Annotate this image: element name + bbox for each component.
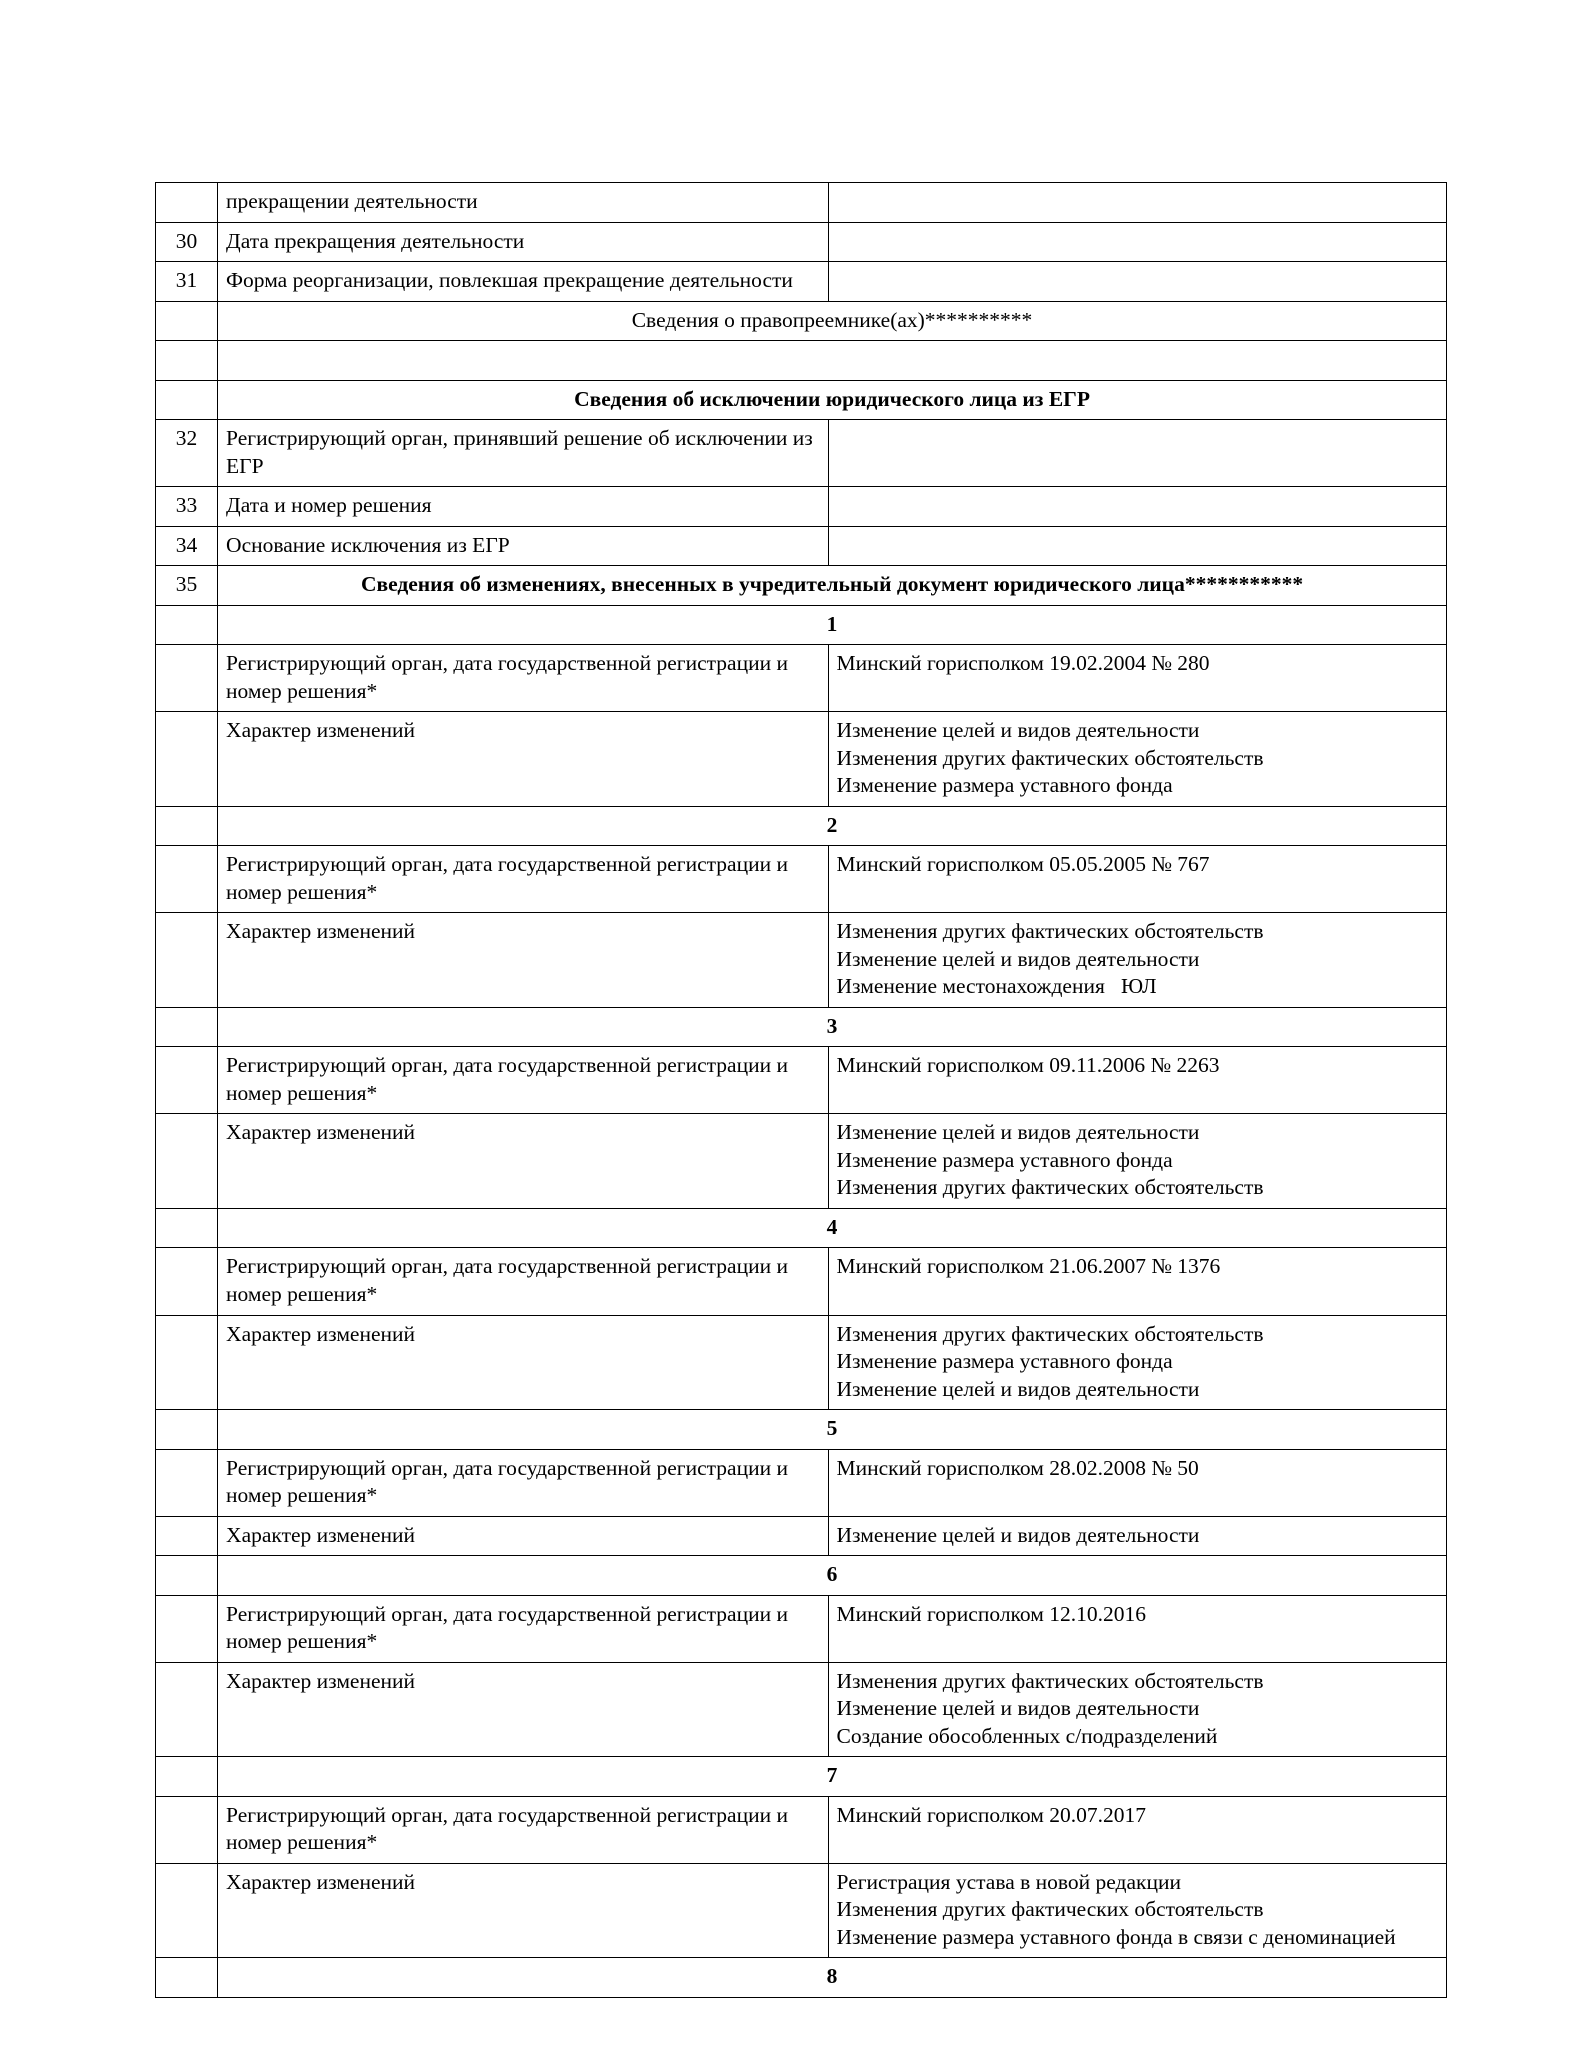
section-heading: Сведения об исключении юридического лица из ЕГР [218,380,1447,420]
row-label-cell: Регистрирующий орган, принявший решение об исключении из ЕГР [218,420,828,487]
row-value-cell [828,913,1446,1008]
value-line: Изменения других фактических обстоятельств [836,1175,1264,1200]
row-label-cell: Характер изменений [218,913,828,1008]
row-number-cell [156,712,218,807]
value-line: Изменения других фактических обстоятельств [836,745,1264,770]
row-label-cell: Дата прекращения деятельности [218,222,828,262]
row-value-cell [828,712,1446,807]
value-line: Изменения других фактических обстоятельств [836,1897,1264,1922]
value-line: Регистрация устава в новой редакции [836,1869,1181,1894]
row-number-cell [156,301,218,341]
row-value-cell [828,487,1446,527]
row-number-cell [156,1114,218,1209]
row-number-cell [156,645,218,712]
table-row [156,1047,1447,1114]
row-number-cell [156,605,218,645]
table-row [156,1757,1447,1797]
table-row [156,1796,1447,1863]
table-row [156,1315,1447,1410]
row-number-cell [156,1556,218,1596]
table-row [156,605,1447,645]
row-label-cell: Характер изменений [218,1114,828,1209]
table-row [156,262,1447,302]
row-number-cell [156,1248,218,1315]
row-number-cell: 35 [156,566,218,606]
row-value-cell [828,1315,1446,1410]
value-line: Изменение размера уставного фонда [836,1349,1173,1374]
table-row [156,526,1447,566]
row-label-cell: Характер изменений [218,1315,828,1410]
row-number-cell [156,1047,218,1114]
row-label-cell: Дата и номер решения [218,487,828,527]
row-value-cell [828,1114,1446,1209]
table-row [156,1410,1447,1450]
value-line: Изменение размера уставного фонда [836,1147,1173,1172]
row-label-cell: Регистрирующий орган, дата государственной регистрации и номер решения* [218,1449,828,1516]
entry-index: 5 [218,1410,1447,1450]
table-row [156,1208,1447,1248]
value-line: Изменение размера уставного фонда в связи с деноминацией [836,1924,1396,1949]
row-number-cell [156,183,218,223]
row-number-cell [156,1757,218,1797]
row-value-cell: Минский горисполком 20.07.2017 [828,1796,1446,1863]
row-number-cell: 32 [156,420,218,487]
table-row [156,712,1447,807]
entry-index: 3 [218,1007,1447,1047]
row-value-cell [828,262,1446,302]
entry-index: 7 [218,1757,1447,1797]
table-row [156,341,1447,381]
table-row [156,222,1447,262]
registry-extract-table [155,182,1447,1998]
value-line: Изменения других фактических обстоятельств [836,1668,1264,1693]
row-number-cell [156,1315,218,1410]
row-number-cell [156,1208,218,1248]
table-row [156,1449,1447,1516]
table-row [156,913,1447,1008]
table-body [156,183,1447,1998]
row-label-cell: Регистрирующий орган, дата государственной регистрации и номер решения* [218,1595,828,1662]
row-value-cell [828,526,1446,566]
value-line: Изменение целей и видов деятельности [836,1696,1200,1721]
row-value-cell: Минский горисполком 21.06.2007 № 1376 [828,1248,1446,1315]
row-number-cell [156,1516,218,1556]
row-number-cell: 34 [156,526,218,566]
row-label-cell: Регистрирующий орган, дата государственной регистрации и номер решения* [218,1248,828,1315]
entry-index: 2 [218,806,1447,846]
row-number-cell [156,806,218,846]
entry-index: 1 [218,605,1447,645]
table-row [156,1556,1447,1596]
value-line: Изменение размера уставного фонда [836,773,1173,798]
table-row [156,1007,1447,1047]
table-row [156,1516,1447,1556]
row-number-cell [156,341,218,381]
row-value-cell: Минский горисполком 28.02.2008 № 50 [828,1449,1446,1516]
row-number-cell [156,1796,218,1863]
table-row [156,806,1447,846]
row-number-cell [156,1595,218,1662]
row-label-cell: Форма реорганизации, повлекшая прекращение деятельности [218,262,828,302]
row-label-cell: Регистрирующий орган, дата государственной регистрации и номер решения* [218,1796,828,1863]
entry-index: 4 [218,1208,1447,1248]
row-number-cell [156,1007,218,1047]
row-number-cell [156,1410,218,1450]
table-row [156,566,1447,606]
table-row [156,1248,1447,1315]
value-line: Изменения других фактических обстоятельств [836,919,1264,944]
row-value-cell: Минский горисполком 12.10.2016 [828,1595,1446,1662]
entry-index: 8 [218,1958,1447,1998]
row-number-cell [156,846,218,913]
table-row [156,1958,1447,1998]
section-heading: Сведения об изменениях, внесенных в учредительный документ юридического лица*********** [218,566,1447,606]
row-number-cell [156,1958,218,1998]
table-row [156,1114,1447,1209]
row-label-cell: Характер изменений [218,712,828,807]
table-row [156,183,1447,223]
row-value-cell [828,183,1446,223]
row-value-cell: Минский горисполком 09.11.2006 № 2263 [828,1047,1446,1114]
table-row [156,1863,1447,1958]
value-line: Изменение целей и видов деятельности [836,1376,1200,1401]
row-label-cell: Характер изменений [218,1516,828,1556]
row-number-cell: 30 [156,222,218,262]
row-value-cell [828,1863,1446,1958]
value-line: Создание обособленных с/подразделений [836,1723,1218,1748]
value-line: Изменение целей и видов деятельности [836,1120,1200,1145]
table-row [156,487,1447,527]
row-number-cell: 33 [156,487,218,527]
row-value-cell: Изменение целей и видов деятельности [828,1516,1446,1556]
table-row [156,420,1447,487]
entry-index: 6 [218,1556,1447,1596]
row-number-cell [156,1662,218,1757]
value-line: Изменения других фактических обстоятельств [836,1321,1264,1346]
row-value-cell [828,222,1446,262]
table-row [156,380,1447,420]
row-label-cell: Основание исключения из ЕГР [218,526,828,566]
table-row [156,1662,1447,1757]
section-heading: Сведения о правопреемнике(ах)********** [218,301,1447,341]
table-row [156,846,1447,913]
row-label-cell: Регистрирующий орган, дата государственной регистрации и номер решения* [218,846,828,913]
row-number-cell: 31 [156,262,218,302]
row-label-cell: Регистрирующий орган, дата государственной регистрации и номер решения* [218,645,828,712]
row-value-cell: Минский горисполком 05.05.2005 № 767 [828,846,1446,913]
row-value-cell [828,420,1446,487]
row-label-cell: Характер изменений [218,1662,828,1757]
value-line: Изменение местонахождения ЮЛ [836,974,1157,999]
table-row [156,301,1447,341]
row-number-cell [156,913,218,1008]
row-value-cell [828,1662,1446,1757]
row-number-cell [156,380,218,420]
blank-cell [218,341,1447,381]
table-row [156,645,1447,712]
row-value-cell: Минский горисполком 19.02.2004 № 280 [828,645,1446,712]
row-label-cell: Характер изменений [218,1863,828,1958]
row-number-cell [156,1863,218,1958]
value-line: Изменение целей и видов деятельности [836,946,1200,971]
table-row [156,1595,1447,1662]
row-number-cell [156,1449,218,1516]
row-label-cell: прекращении деятельности [218,183,828,223]
value-line: Изменение целей и видов деятельности [836,718,1200,743]
row-label-cell: Регистрирующий орган, дата государственной регистрации и номер решения* [218,1047,828,1114]
